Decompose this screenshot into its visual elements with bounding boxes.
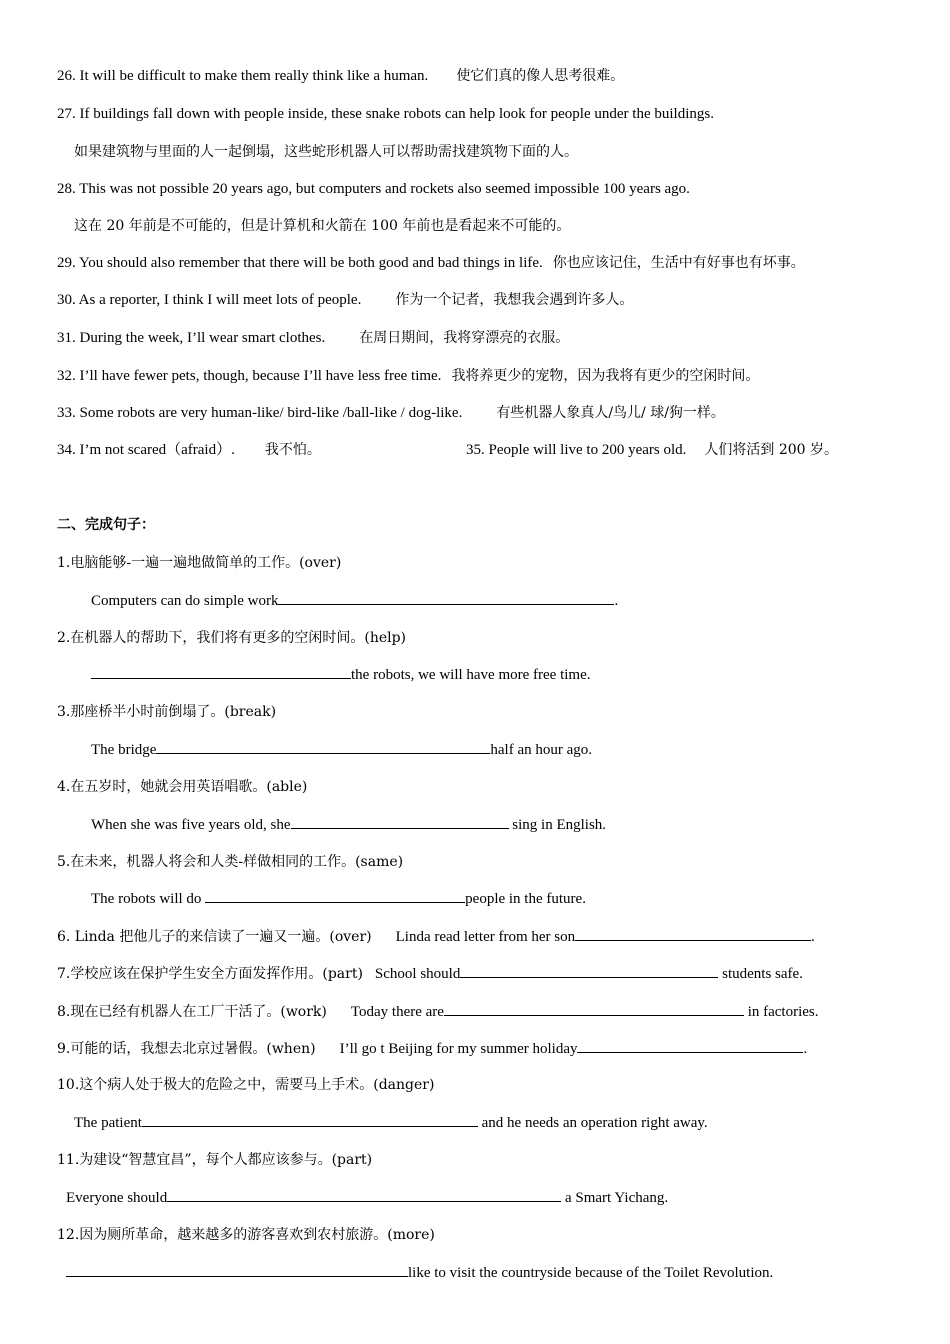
sentence-zh: 在周日期间，我将穿漂亮的衣服。: [359, 330, 570, 346]
question-1-sentence: [91, 590, 618, 611]
question-5-sentence: [91, 888, 586, 909]
sentence-28-zh: 这在 20 年前是不可能的，但是计算机和火箭在 100 年前也是看起来不可能的。: [74, 218, 571, 234]
question-12-prompt: 12.因为厕所革命，越来越多的游客喜欢到农村旅游。(more): [57, 1227, 435, 1243]
answer-blank[interactable]: [444, 1001, 744, 1016]
sentence-post: sing in English.: [508, 817, 607, 833]
question-10-sentence: [74, 1112, 708, 1133]
answer-blank[interactable]: [577, 1038, 803, 1053]
sentence-pre: Computers can do simple work: [91, 593, 279, 609]
sentence-post: and he needs an operation right away.: [477, 1115, 708, 1131]
sentence-post: a Smart Yichang.: [561, 1190, 669, 1206]
sentence-en: 33. Some robots are very human-like/ bird-like /ball-like / dog-like.: [57, 405, 463, 421]
question-prompt: 6. Linda 把他儿子的来信读了一遍又一遍。(over): [57, 929, 372, 945]
sentence-zh: 你也应该记住，生活中有好事也有坏事。: [552, 255, 805, 271]
question-2-sentence: [91, 664, 591, 685]
sentence-pre: Today there are: [350, 1004, 444, 1020]
sentence-post: .: [803, 1041, 808, 1057]
answer-blank[interactable]: [575, 926, 811, 941]
sentence-29: [57, 253, 805, 273]
sentence-post: students safe.: [718, 966, 803, 982]
sentence-en: 34. I’m not scared（afraid）.: [57, 442, 235, 458]
question-4-sentence: [91, 814, 606, 835]
answer-blank[interactable]: [291, 814, 509, 829]
answer-blank[interactable]: [167, 1187, 561, 1202]
sentence-zh: 我不怕。: [264, 442, 321, 458]
answer-blank[interactable]: [278, 590, 614, 605]
question-2-prompt: 2.在机器人的帮助下，我们将有更多的空闲时间。(help): [57, 630, 407, 646]
sentence-en: 31. During the week, I’ll wear smart clothes.: [57, 330, 326, 346]
answer-blank[interactable]: [205, 888, 465, 903]
sentence-pre: The patient: [74, 1115, 142, 1131]
question-7: [57, 963, 803, 984]
sentence-post: the robots, we will have more free time.: [351, 667, 591, 683]
sentence-en: 29. You should also remember that there will be both good and bad things in life.: [57, 255, 543, 271]
sentence-26: [57, 66, 624, 86]
sentence-pre: When she was five years old, she: [91, 817, 291, 833]
question-12-sentence: [66, 1262, 773, 1283]
sentence-34: [57, 440, 321, 460]
question-prompt: 9.可能的话，我想去北京过暑假。(when): [57, 1041, 316, 1057]
sentence-zh: 人们将活到 200 岁。: [704, 442, 839, 458]
sentence-pre: I’ll go t Beijing for my summer holiday: [339, 1041, 578, 1057]
sentence-pre: Linda read letter from her son: [395, 929, 576, 945]
sentence-32: [57, 366, 759, 386]
sentence-post: people in the future.: [465, 891, 586, 907]
section-heading: 二、完成句子：: [57, 517, 155, 533]
sentence-pre: Everyone should: [66, 1190, 168, 1206]
question-11-prompt: 11.为建设“智慧宜昌”，每个人都应该参与。(part): [57, 1152, 373, 1168]
question-11-sentence: [66, 1187, 668, 1208]
sentence-pre: School should: [374, 966, 461, 982]
question-6: [57, 926, 815, 947]
sentence-post: .: [614, 593, 619, 609]
sentence-30: [57, 290, 633, 310]
sentence-post: in factories.: [743, 1004, 819, 1020]
sentence-pre: The bridge: [91, 742, 157, 758]
sentence-en: 26. It will be difficult to make them really think like a human.: [57, 68, 429, 84]
sentence-zh: 有些机器人象真人/鸟儿/ 球/狗一样。: [496, 405, 725, 421]
sentence-31: [57, 328, 569, 348]
answer-blank[interactable]: [142, 1112, 478, 1127]
sentence-27-zh: 如果建筑物与里面的人一起倒塌，这些蛇形机器人可以帮助需找建筑物下面的人。: [74, 144, 578, 160]
question-3-prompt: 3.那座桥半小时前倒塌了。(break): [57, 704, 277, 720]
sentence-en: 30. As a reporter, I think I will meet lots of people.: [57, 292, 362, 308]
sentence-27-en: [57, 104, 714, 124]
question-prompt: 8.现在已经有机器人在工厂干活了。(work): [57, 1004, 327, 1020]
question-3-sentence: [91, 739, 592, 760]
question-1-prompt: 1.电脑能够-一遍一遍地做简单的工作。(over): [57, 555, 342, 571]
sentence-en: 27. If buildings fall down with people inside, these snake robots can help look for people under the buildings.: [57, 106, 714, 122]
sentence-en: 28. This was not possible 20 years ago, but computers and rockets also seemed impossible 100 years ago.: [57, 181, 690, 197]
sentence-post: half an hour ago.: [490, 742, 593, 758]
sentence-zh: 作为一个记者，我想我会遇到许多人。: [395, 292, 634, 308]
question-9: [57, 1038, 807, 1059]
sentence-zh: 我将养更少的宠物，因为我将有更少的空闲时间。: [451, 368, 760, 384]
sentence-pre: The robots will do: [91, 891, 206, 907]
sentence-zh: 使它们真的像人思考很难。: [456, 68, 625, 84]
answer-blank[interactable]: [91, 664, 351, 679]
sentence-post: .: [811, 929, 815, 945]
sentence-en: 32. I’ll have fewer pets, though, because I’ll have less free time.: [57, 368, 442, 384]
sentence-33: [57, 403, 725, 423]
sentence-post: like to visit the countryside because of the Toilet Revolution.: [408, 1265, 774, 1281]
answer-blank[interactable]: [460, 963, 718, 978]
answer-blank[interactable]: [66, 1262, 408, 1277]
question-8: [57, 1001, 819, 1022]
question-prompt: 7.学校应该在保护学生安全方面发挥作用。(part): [57, 966, 363, 982]
question-5-prompt: 5.在未来，机器人将会和人类-样做相同的工作。(same): [57, 854, 404, 870]
sentence-28-en: [57, 179, 690, 199]
question-4-prompt: 4.在五岁时，她就会用英语唱歌。(able): [57, 779, 308, 795]
answer-blank[interactable]: [156, 739, 490, 754]
question-10-prompt: 10.这个病人处于极大的危险之中，需要马上手术。(danger): [57, 1077, 435, 1093]
sentence-35: [466, 440, 838, 460]
sentence-en: 35. People will live to 200 years old.: [466, 442, 687, 458]
